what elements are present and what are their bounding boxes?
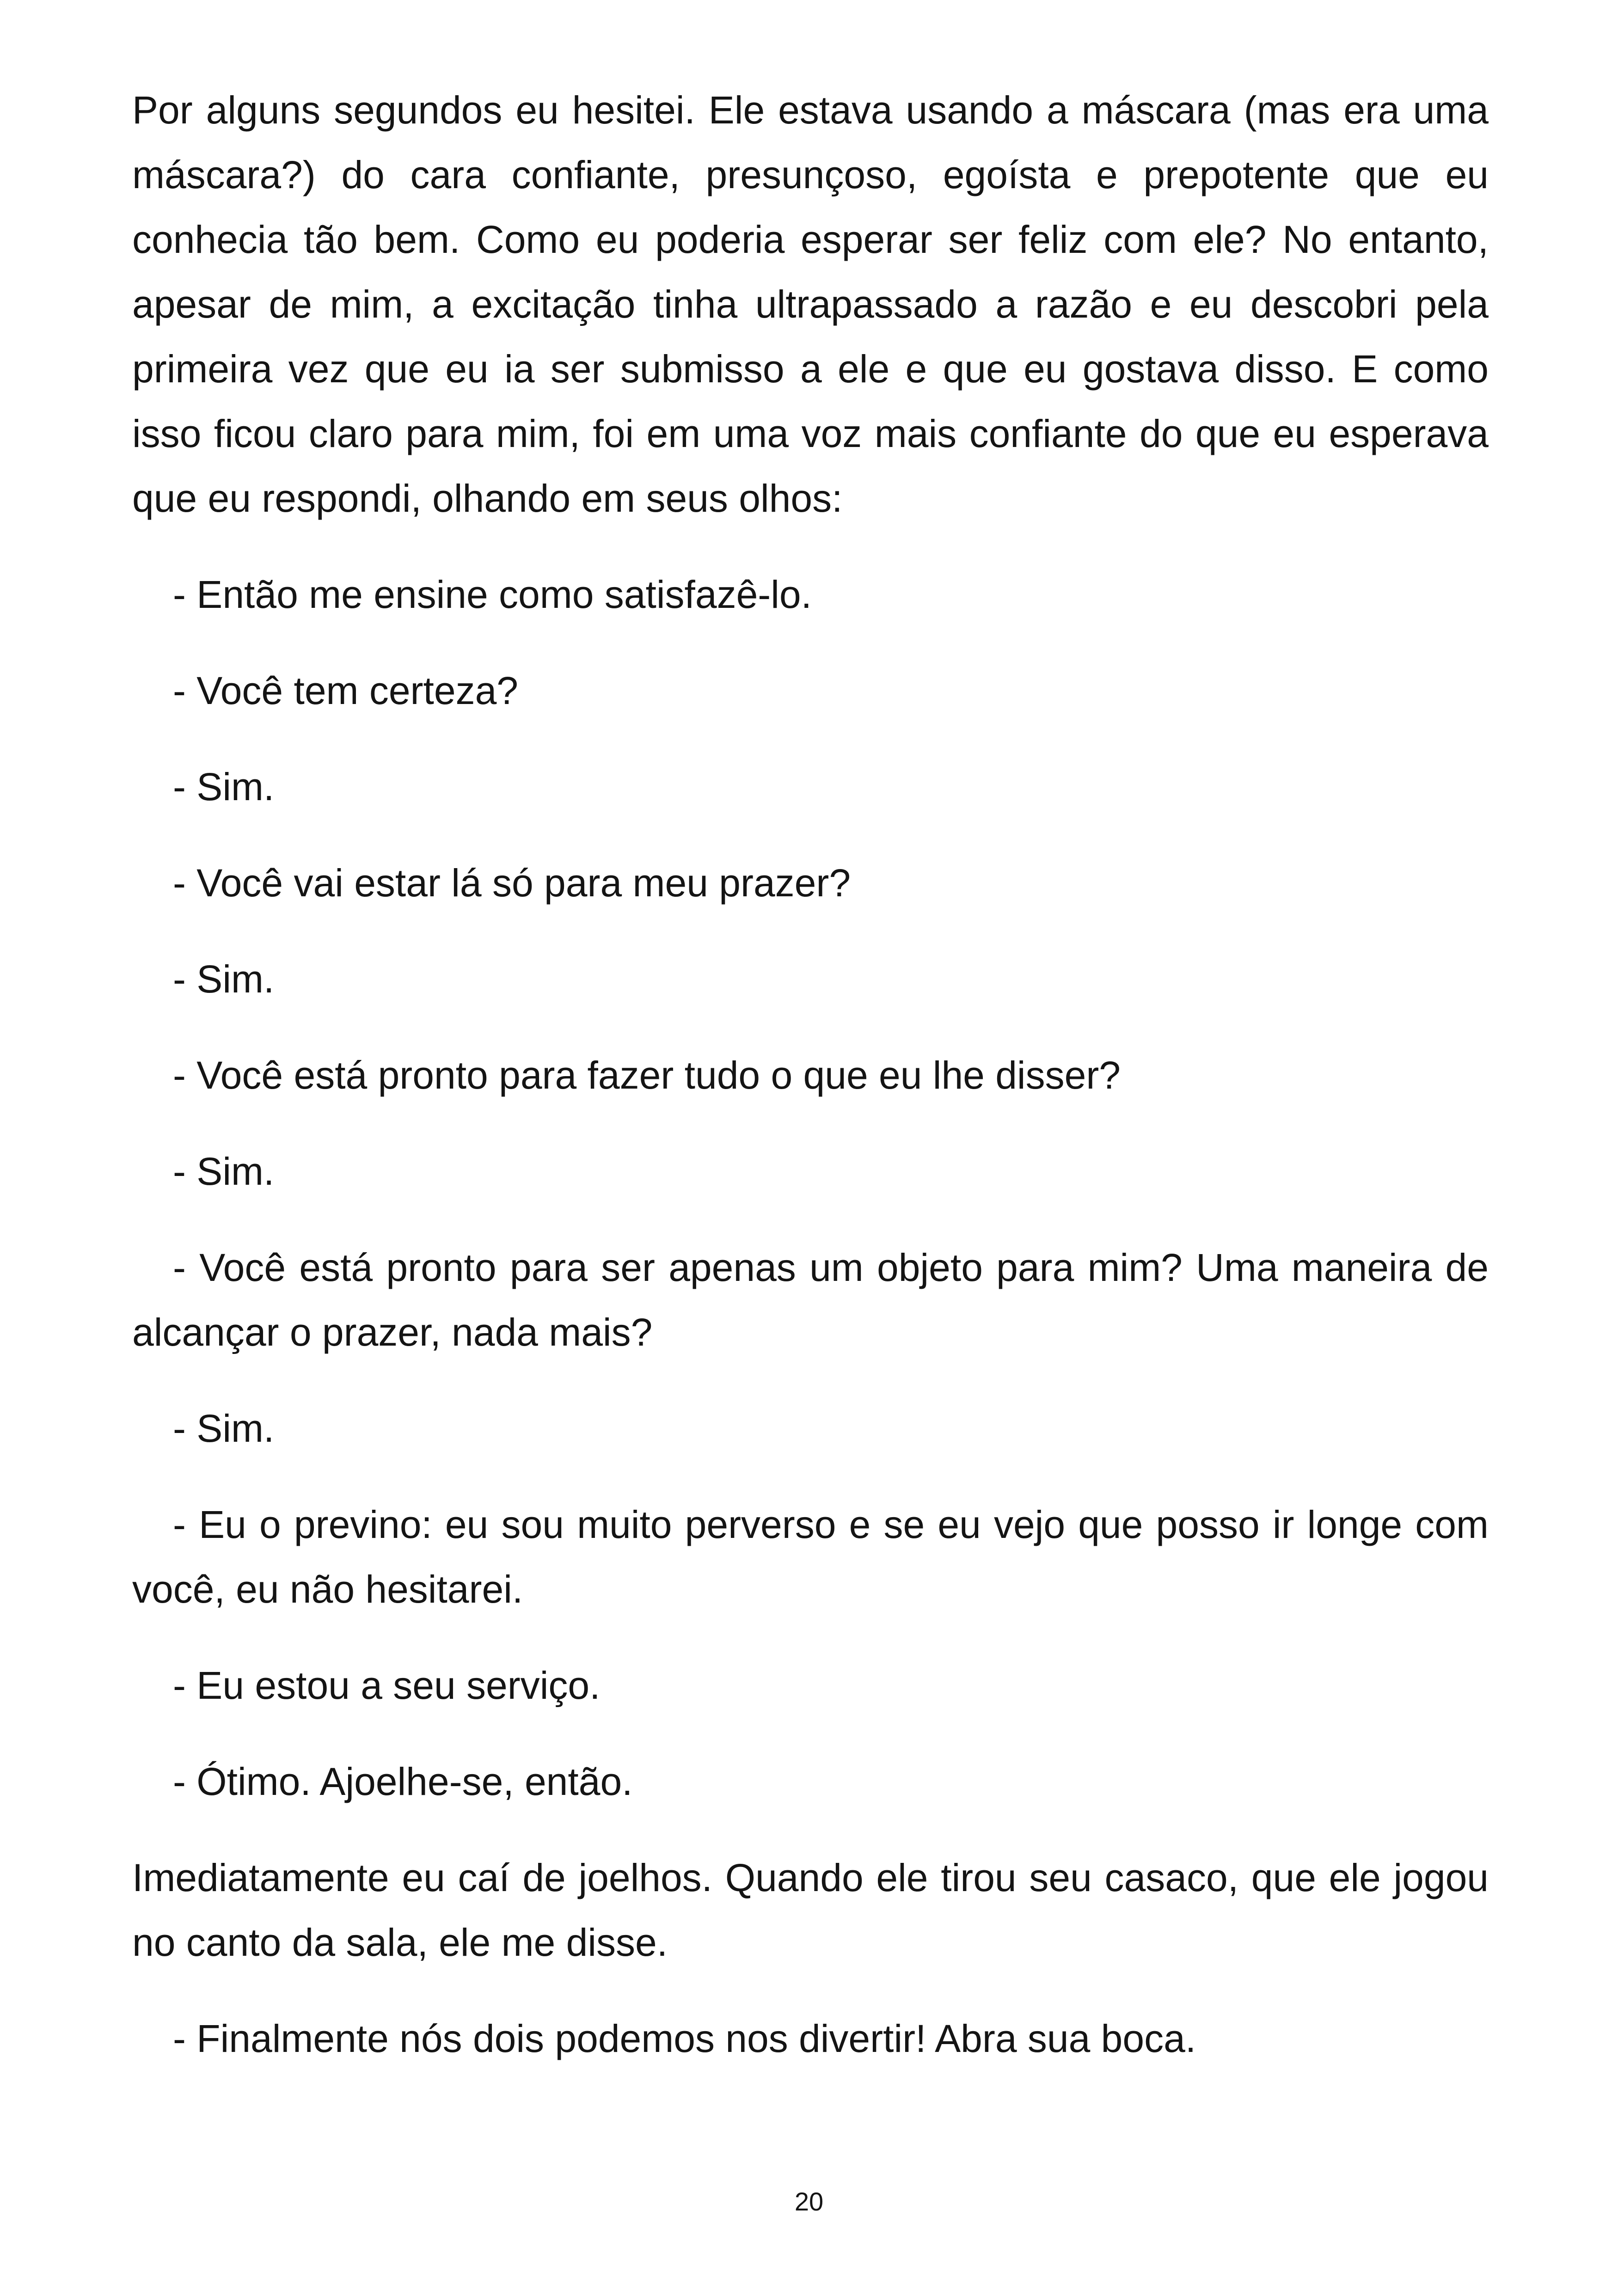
dialogue-line: - Eu estou a seu serviço. [173,1664,601,1707]
dialogue-line: - Então me ensine como satisfazê-lo. [173,573,812,616]
dialogue-line: - Você está pronto para ser apenas um objeto para mim? Uma maneira de alcançar o prazer, nada mais? [132,1246,1489,1354]
narrative-paragraph: Por alguns segundos eu hesitei. Ele estava usando a máscara (mas era uma máscara?) do cara confiante, presunçoso, egoísta e prepotente que eu conhecia tão bem. Como eu poderia esperar ser feliz com ele? No entanto, apesar de mim, a excitação tinha ultrapassado a razão e eu descobri pela primeira vez que eu ia ser submisso a ele e que eu gostava disso. E como isso ficou claro para mim, foi em uma voz mais confiante do que eu esperava que eu respondi, olhando em seus olhos: [132,88,1489,520]
dialogue-line: - Você está pronto para fazer tudo o que eu lhe disser? [173,1053,1121,1097]
dialogue-line: - Sim. [173,765,275,808]
dialogue-line: - Você vai estar lá só para meu prazer? [173,861,851,905]
dialogue-line: - Eu o previno: eu sou muito perverso e se eu vejo que posso ir longe com você, eu não hesitarei. [132,1503,1489,1611]
page-number: 20 [794,2187,824,2216]
narrative-paragraph: Imediatamente eu caí de joelhos. Quando ele tirou seu casaco, que ele jogou no canto da sala, ele me disse. [132,1856,1489,1964]
dialogue-line: - Sim. [173,957,275,1001]
dialogue-line: - Você tem certeza? [173,669,519,712]
body-text [132,78,1489,2102]
dialogue-line: - Sim. [173,1407,275,1450]
dialogue-line: - Ótimo. Ajoelhe-se, então. [173,1760,633,1803]
dialogue-line: - Finalmente nós dois podemos nos divertir! Abra sua boca. [173,2017,1196,2060]
dialogue-line: - Sim. [173,1150,275,1193]
